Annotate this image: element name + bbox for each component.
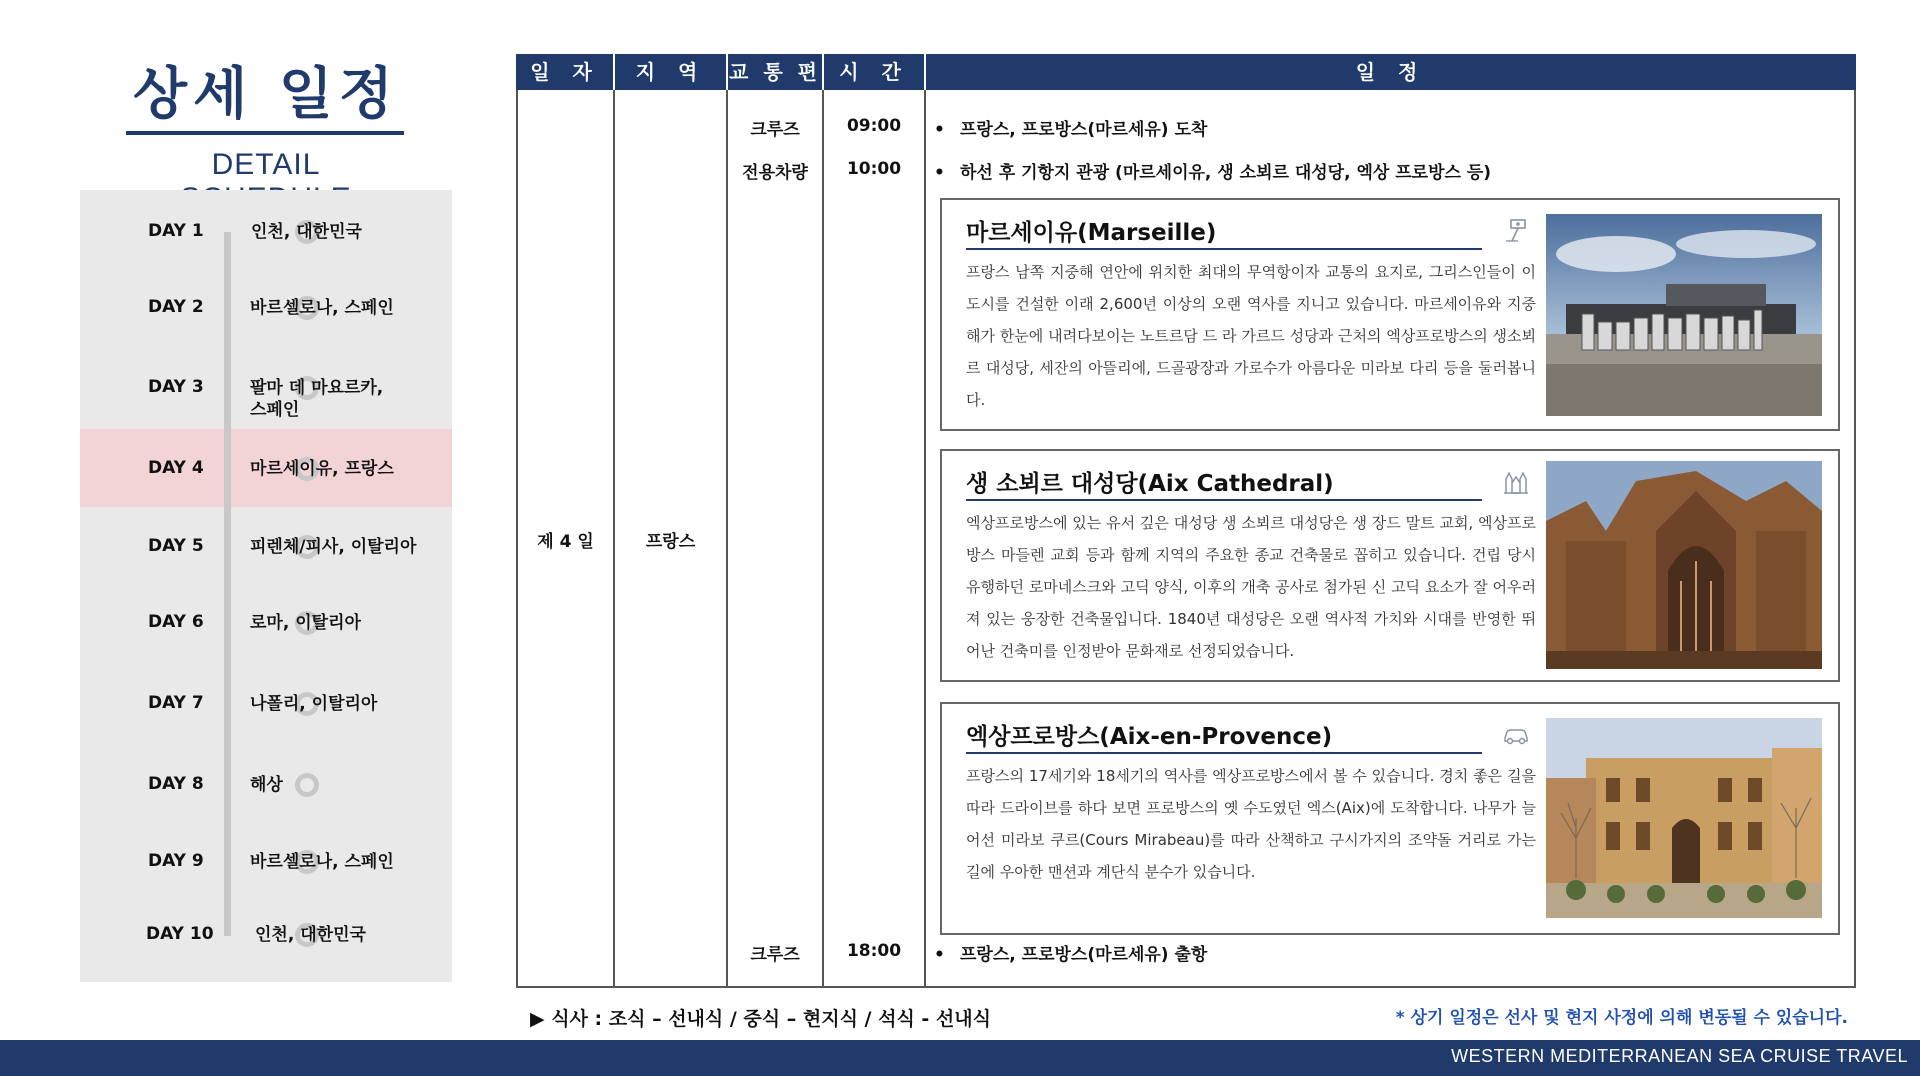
card-title: 마르세이유(Marseille) [966, 220, 1217, 246]
day-label: DAY 3 [148, 377, 204, 397]
schedule-change-note: * 상기 일정은 선사 및 현지 사정에 의해 변동될 수 있습니다. [1395, 1008, 1848, 1028]
card-title: 엑상프로방스(Aix-en-Provence) [966, 724, 1333, 750]
schedule-item: • 프랑스, 프로방스(마르세유) 출항 [934, 945, 1208, 965]
header-time: 시 간 [839, 60, 909, 84]
table-header [516, 54, 1856, 90]
header-transport: 교 통 편 [729, 60, 821, 84]
schedule-item: • 프랑스, 프로방스(마르세유) 도착 [934, 120, 1208, 140]
info-card-aix [940, 702, 1840, 935]
card-title-underline [966, 499, 1482, 501]
day-label: DAY 6 [148, 612, 204, 632]
header-itinerary: 일 정 [1355, 60, 1426, 84]
signpost-icon [1502, 216, 1530, 244]
column-divider [613, 54, 615, 988]
aix-photo [1546, 718, 1822, 918]
header-divider [822, 54, 824, 90]
day-label: DAY 7 [148, 693, 204, 713]
info-card-cathedral [940, 449, 1840, 682]
card-description: 프랑스 남쪽 지중해 연안에 위치한 최대의 무역항이자 교통의 요지로, 그리스인들이 이 도시를 건설한 이래 2,600년 이상의 오랜 역사를 지니고 있습니다. 마르세이유와 지중해가 한눈에 내려다보이는 노트르담 드 라 가르드 성당과 근처의 엑상프로방스의 생소뵈르 대성당, 세잔의 아뜰리에, 드골광장과 가로수가 아름다운 미라보 다리 등을 둘러봅니다. [966, 263, 1536, 409]
cathedral-photo [1546, 461, 1822, 669]
day-label: DAY 5 [148, 536, 204, 556]
day-label: DAY 9 [148, 851, 204, 871]
card-description: 엑상프로방스에 있는 유서 깊은 대성당 생 소뵈르 대성당은 생 장드 말트 교회, 엑상프로방스 마들렌 교회 등과 함께 지역의 주요한 종교 건축물로 꼽히고 있습니다. 건립 당시 유행하던 로마네스크와 고딕 양식, 이후의 개축 공사로 첨가된 신 고딕 요소가 잘 어우러져 있는 웅장한 건축물입니다. 1840년 대성당은 오랜 역사적 가치와 시대를 반영한 뛰어난 건축미를 인정받아 문화재로 선정되었습니다. [966, 514, 1536, 660]
day-label: DAY 8 [148, 774, 204, 794]
time-cell: 18:00 [846, 941, 902, 961]
header-region: 지 역 [635, 60, 706, 84]
cathedral-icon [1502, 467, 1530, 495]
day-place: 바르셀로나, 스페인 [250, 852, 394, 872]
card-title-underline [966, 752, 1482, 754]
header-divider [924, 54, 926, 90]
header-divider [726, 54, 728, 90]
day-label: DAY 4 [148, 458, 204, 478]
header-date: 일 자 [530, 60, 600, 84]
card-description: 프랑스의 17세기와 18세기의 역사를 엑상프로방스에서 볼 수 있습니다. 경치 좋은 길을 따라 드라이브를 하다 보면 프로방스의 옛 수도였던 엑스(Aix)에 도착합니다. 나무가 늘어선 미라보 쿠르(Cours Mirabeau)를 따라 산책하고 구시가지의 조약돌 거리로 가는 길에 우아한 맨션과 계단식 분수가 있습니다. [966, 767, 1536, 881]
car-icon [1502, 720, 1530, 748]
time-cell: 10:00 [846, 159, 902, 179]
timeline-line [224, 232, 231, 936]
day-place: 팔마 데 마요르카, 스페인 [250, 378, 384, 420]
column-divider [924, 54, 926, 988]
page-title: 상세 일정 [133, 62, 399, 127]
transport-cell: 크루즈 [750, 945, 800, 965]
time-cell: 09:00 [846, 116, 902, 136]
region-cell: 프랑스 [645, 532, 696, 552]
schedule-item: • 하선 후 기항지 관광 (마르세이유, 생 소뵈르 대성당, 엑상 프로방스 등) [934, 163, 1492, 183]
day-cell: 제 4 일 [537, 532, 594, 552]
day-place: 바르셀로나, 스페인 [250, 298, 394, 318]
day-place: 피렌체/피사, 이탈리아 [250, 537, 417, 557]
footer-bar [0, 1040, 1920, 1076]
page-subtitle: DETAIL [211, 148, 321, 181]
header-divider [613, 54, 615, 90]
footer-brand: WESTERN MEDITERRANEAN SEA CRUISE TRAVEL [1451, 1046, 1908, 1066]
meal-info: ▶ 식사 : 조식 – 선내식 / 중식 – 현지식 / 석식 - 선내식 [530, 1008, 991, 1030]
info-card-marseille [940, 198, 1840, 431]
day-label: DAY 1 [148, 221, 204, 241]
transport-cell: 전용차량 [742, 163, 808, 183]
card-title-underline [966, 248, 1482, 250]
title-underline [126, 131, 404, 135]
day-place: 인천, 대한민국 [255, 925, 366, 945]
day-label: DAY 10 [146, 924, 214, 944]
card-title: 생 소뵈르 대성당(Aix Cathedral) [966, 471, 1334, 497]
column-divider [822, 54, 824, 988]
day-place: 로마, 이탈리아 [250, 613, 361, 633]
day-place: 마르세이유, 프랑스 [250, 459, 394, 479]
day-place: 해상 [250, 775, 283, 795]
day-place: 인천, 대한민국 [251, 222, 362, 242]
marseille-photo [1546, 214, 1822, 416]
day-label: DAY 2 [148, 297, 204, 317]
day-place: 나폴리, 이탈리아 [250, 694, 378, 714]
transport-cell: 크루즈 [750, 120, 800, 140]
column-divider [726, 54, 728, 988]
